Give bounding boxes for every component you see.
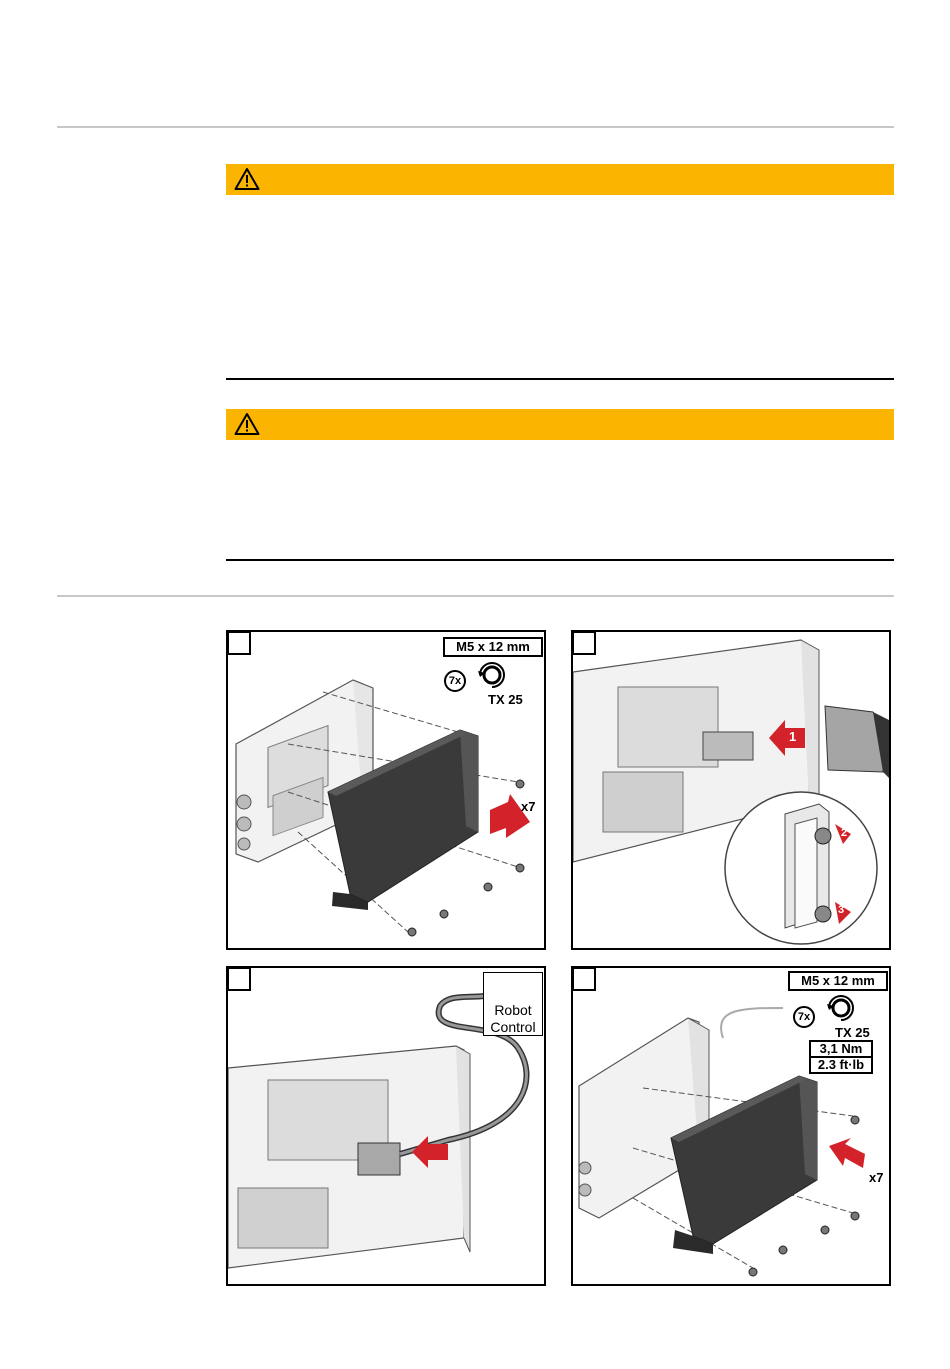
section-divider-top (57, 126, 894, 128)
step-1-panel (226, 630, 546, 950)
multiplier-label: x7 (869, 1170, 884, 1185)
torque-nm-label: 3,1 Nm (809, 1040, 873, 1058)
arrow-step-3-label: 3 (838, 904, 845, 916)
warning-triangle-icon (234, 412, 260, 436)
section-divider-bottom (57, 595, 894, 597)
warning-triangle-icon (234, 167, 260, 191)
robot-control-label: Robot Control (490, 1002, 536, 1035)
screw-count-badge: 7x (793, 1006, 815, 1028)
step-3-panel (226, 966, 546, 1286)
robot-control-box (483, 972, 543, 1036)
tool-size-label: TX 25 (488, 692, 523, 707)
warning-banner-2 (226, 409, 894, 440)
module-removal-illustration (573, 632, 891, 950)
arrow-step-1-label: 1 (789, 729, 797, 744)
arrow-step-2-label: 2 (841, 827, 848, 839)
multiplier-label: x7 (521, 799, 536, 814)
step-4-panel (571, 966, 891, 1286)
screw-spec-label: M5 x 12 mm (443, 637, 543, 657)
warning-banner-1 (226, 164, 894, 195)
warning-end-rule-1 (226, 378, 894, 380)
warning-end-rule-2 (226, 559, 894, 561)
torque-ftlb-label: 2.3 ft·lb (809, 1056, 873, 1074)
screw-spec-label: M5 x 12 mm (788, 971, 888, 991)
tool-size-label: TX 25 (835, 1025, 870, 1040)
screw-count-badge: 7x (444, 670, 466, 692)
step-2-panel (571, 630, 891, 950)
tx-screwdriver-rotate-icon (474, 657, 510, 693)
tx-screwdriver-rotate-icon (823, 990, 859, 1026)
